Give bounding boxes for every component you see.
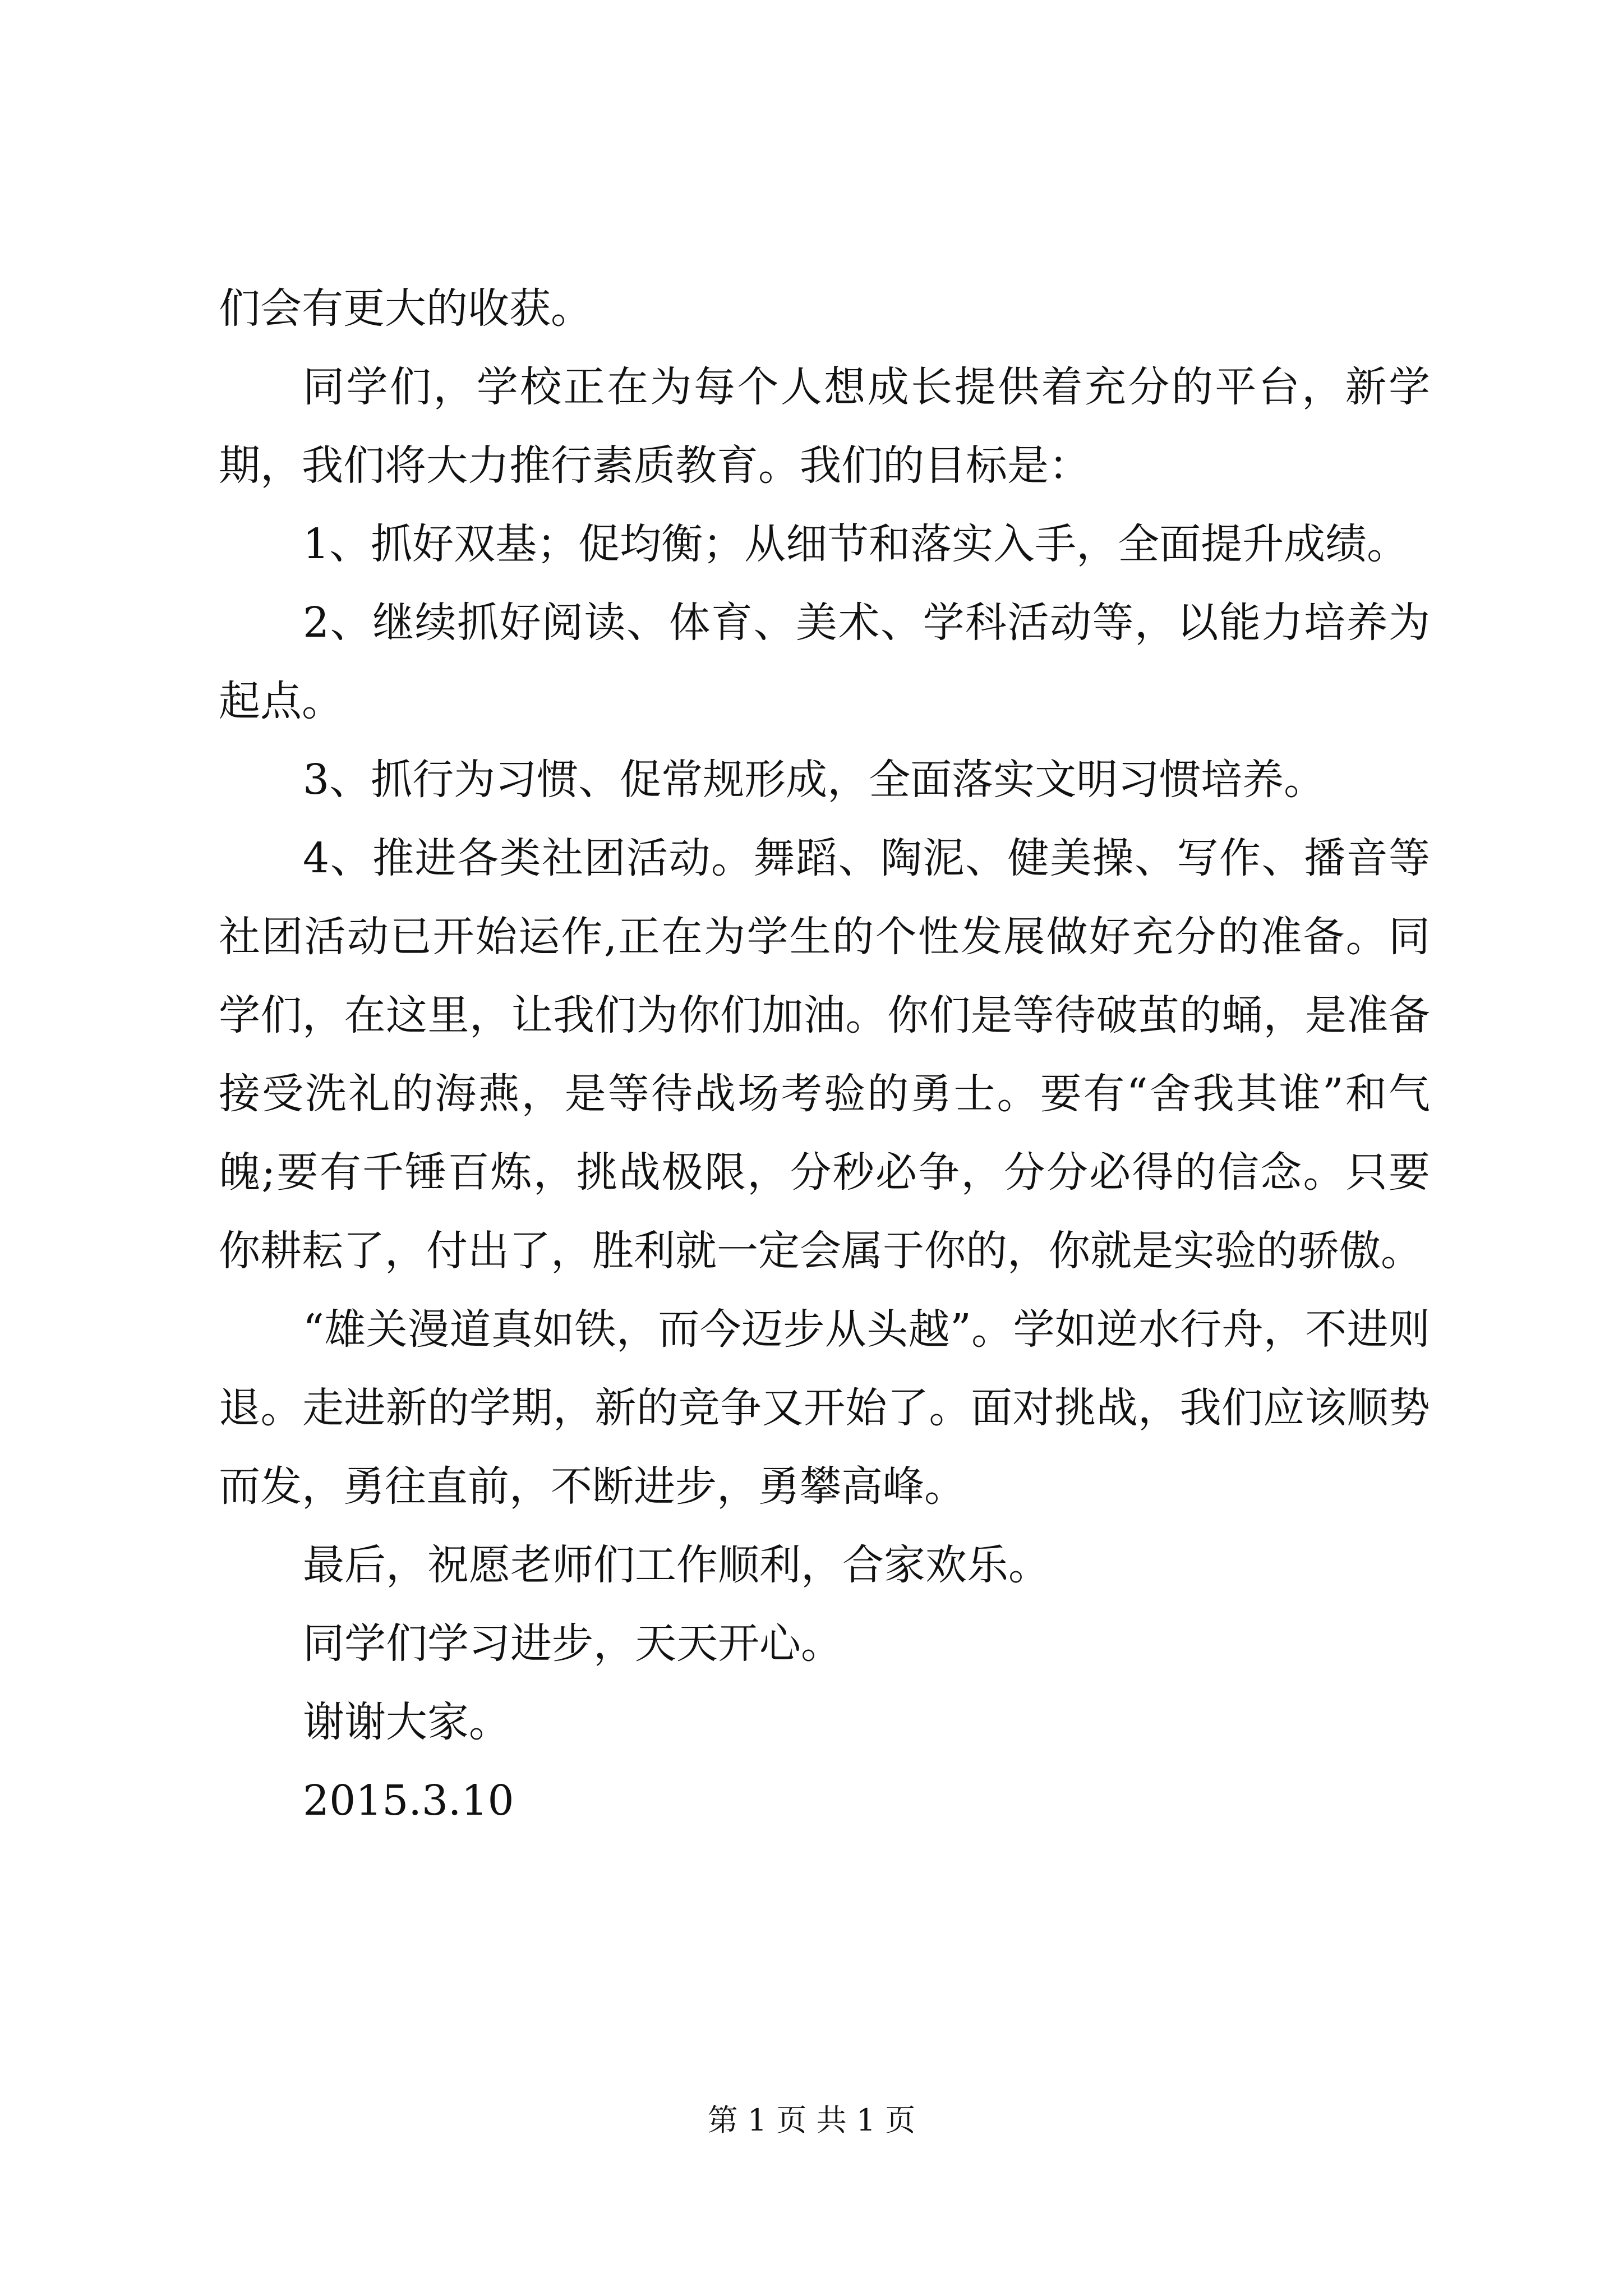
paragraph-wishes-students: 同学们学习进步，天天开心。 bbox=[303, 1619, 842, 1668]
paragraph-date: 2015.3.10 bbox=[303, 1777, 514, 1825]
paragraph-goal-1: 1、抓好双基；促均衡；从细节和落实入手，全面提升成绩。 bbox=[303, 520, 1409, 568]
page-footer bbox=[0, 2101, 1623, 2140]
page-number-label: 第 1 页 共 1 页 bbox=[707, 2102, 916, 2138]
paragraph-quote: “雄关漫道真如铁，而今迈步从头越”。学如逆水行舟，不进则退。走进新的学期，新的竞争又开始了。面对挑战，我们应该顺势而发，勇往直前，不断进步，勇攀高峰。 bbox=[219, 1305, 1430, 1511]
paragraph-thanks: 谢谢大家。 bbox=[303, 1698, 510, 1746]
paragraph-continuation: 们会有更大的收获。 bbox=[219, 284, 592, 333]
paragraph-platform: 同学们，学校正在为每个人想成长提供着充分的平台，新学期，我们将大力推行素质教育。我们的目标是： bbox=[219, 363, 1430, 490]
paragraph-goal-2: 2、继续抓好阅读、体育、美术、学科活动等，以能力培养为起点。 bbox=[219, 599, 1430, 725]
paragraph-goal-3: 3、抓行为习惯、促常规形成，全面落实文明习惯培养。 bbox=[303, 756, 1326, 804]
paragraph-goal-4: 4、推进各类社团活动。舞蹈、陶泥、健美操、写作、播音等社团活动已开始运作,正在为学生的个性发展做好充分的准备。同学们，在这里，让我们为你们加油。你们是等待破茧的蛹，是准备接受洗礼的海燕，是等待战场考验的勇士。要有“舍我其谁”和气魄;要有千锤百炼，挑战极限，分秒必争，分分必得的信念。只要你耕耘了，付出了，胜利就一定会属于你的，你就是实验的骄傲。 bbox=[219, 834, 1430, 1275]
paragraph-wishes-teachers: 最后，祝愿老师们工作顺利，合家欢乐。 bbox=[303, 1541, 1050, 1589]
document-body bbox=[219, 269, 1430, 1840]
